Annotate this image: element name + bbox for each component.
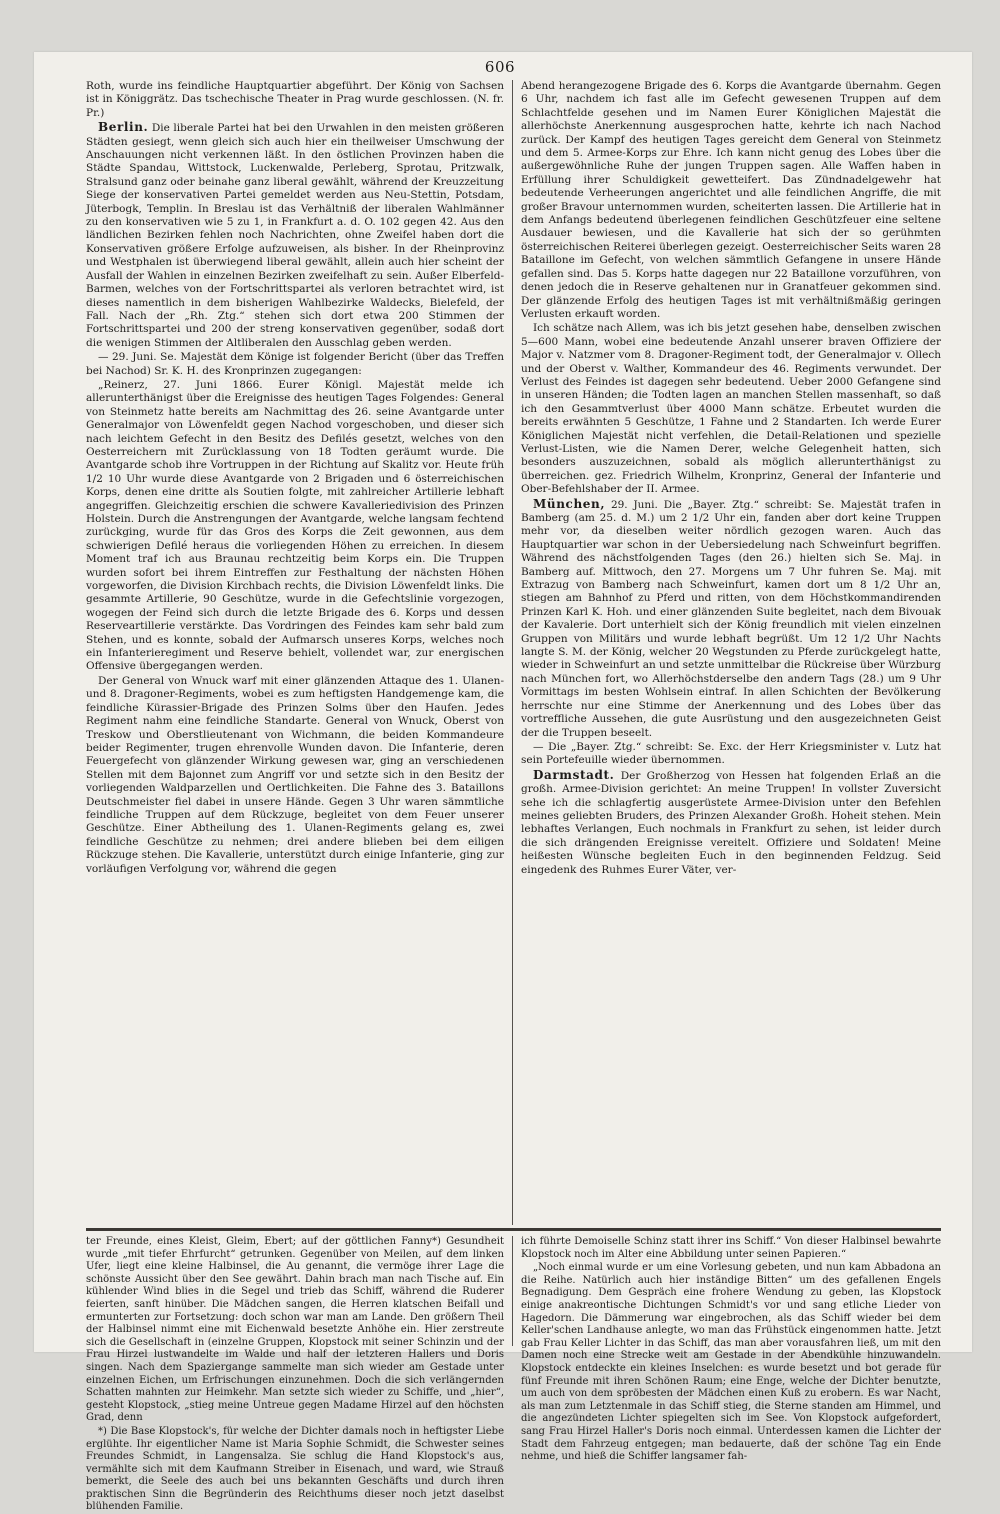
page-number: 606 <box>484 58 516 76</box>
feuilleton-column-right <box>521 1236 941 1463</box>
berlin-dateline: Berlin. <box>98 120 149 135</box>
darmstadt-dateline: Darmstadt. <box>533 767 615 782</box>
article-paragraph: „Reinerz, 27. Juni 1866. Eurer Königl. Majestät melde ich allerunterthänigst über die Ereignisse des heutigen Tages Folgendes: General von Steinmetz hatte bereits am Nachmittag des 26. seine Avantgarde unter Generalmajor von Löwenfeldt gegen Nachod vorgeschoben, und dieser sich nach leichtem Gefecht in den Besitz des Defilés gesetzt, welches von den Oesterreichern mit Zurücklassung von 18 Todten geräumt wurde. Die Avantgarde schob ihre Vortruppen in der Richtung auf Skalitz vor. Heute früh 1/2 10 Uhr wurde diese Avantgarde von 2 Brigaden und 6 österreichischen Korps, denen eine dritte als Soutien folgte, mit zahlreicher Artillerie lebhaft angegriffen. Gleichzeitig erschien die schwere Kavalleriedivision des Prinzen Holstein. Durch die Anstrengungen der Avantgarde, welche langsam fechtend zurückging, wurde für das Gros des Korps die Zeit gewonnen, aus dem schwierigen Defilé heraus die vorliegenden Höhen zu erreichen. In diesem Moment traf ich aus Braunau rechtzeitig beim Korps ein. Die Truppen wurden sofort bei ihrem Eintreffen zur Festhaltung der nächsten Höhen vorgeworfen, die Division Kirchbach rechts, die Division Löwenfeldt links. Die gesammte Artillerie, 90 Geschütze, wurde in die Gefechtslinie vorgezogen, wogegen der Feind sich durch die letzte Brigade des 6. Korps und dessen Reserveartillerie verstärkte. Das Vordringen des Feindes kam sehr bald zum Stehen, und es konnte, sobald der Aufmarsch unseres Korps, welches noch ein Infanterieregiment und Reserve behielt, vollendet war, zur energischen Offensive übergegangen werden. <box>86 378 504 673</box>
article-paragraph: — Die „Bayer. Ztg.“ schreibt: Se. Exc. der Herr Kriegsminister v. Lutz hat sein Portefeuille wieder übernommen. <box>521 740 941 767</box>
news-column-left <box>86 80 504 1227</box>
feuilleton-column-left <box>86 1236 504 1513</box>
muenchen-dateline: München, <box>533 496 606 511</box>
darmstadt-text: Der Großherzog von Hessen hat folgenden Erlaß an die großh. Armee-Division gerichtet: An meine Truppen! In vollster Zuversicht sehe ich die schlagfertig ausgerüstete Armee-Division unter den Befehlen meines geliebten Bruders, des Prinzen Alexander Großh. Hoheit stehen. Mein lebhaftes Verlangen, Euch nochmals in Frankfurt zu sehen, ist leider durch die sich drängenden Ereignisse vereitelt. Offiziere und Soldaten! Meine heißesten Wünsche begleiten Euch in den beginnenden Feldzug. Seid eingedenk des Ruhmes Eurer Väter, ver- <box>521 769 941 876</box>
footnote: *) Die Base Klopstock's, für welche der Dichter damals noch in heftigster Liebe erglühte. Ihr eigentlicher Name ist Maria Sophie Schmidt, die Schwester seines Freundes Schmidt, in Langensalza. Sie schlug die Hand Klopstock's aus, vermählte sich mit dem Kaufmann Streiber in Eisenach, und ward, wie Strauß bemerkt, die Seele des auch bei uns bekannten Geschäfts und durch ihren praktischen Sinn die Begründerin des Reichthums dieser noch jetzt daselbst blühenden Familie. <box>86 1425 504 1513</box>
muenchen-article <box>521 498 941 740</box>
article-paragraph: Roth, wurde ins feindliche Hauptquartier abgeführt. Der König von Sachsen ist in Königgrätz. Das tschechische Theater in Prag wurde geschlossen. (N. fr. Pr.) <box>86 80 504 119</box>
news-column-right <box>521 80 941 1227</box>
feuilleton-paragraph: ter Freunde, eines Kleist, Gleim, Ebert; auf der göttlichen Fanny*) Gesundheit wurde „mit tiefer Ehrfurcht“ getrunken. Gegenüber von Meilen, auf dem linken Ufer, liegt eine kleine Halbinsel, die Au genannt, die vermöge ihrer Lage die schönste Aussicht über den See gewährt. Dahin brach man nach Tische auf. Ein kühlender Wind blies in die Segel und trieb das Schiff, während die Ruderer feierten, sanft hinüber. Die Mädchen sangen, die Herren klatschen Beifall und ermunterten zur Fortsetzung: doch schon war man am Lande. Den größern Theil der Halbinsel nimmt eine mit Eichenwald besetzte Anhöhe ein. Hier zerstreute sich die Gesellschaft in (einzelne Gruppen, Klopstock mit seiner Schinzin und der Frau Hirzel lustwandelte im Walde und half der letzteren Hallers und Doris singen. Nach dem Spaziergange sammelte man sich wieder am Gestade unter einzelnen Eichen, um Erfrischungen einzunehmen. Doch die sich verlängernden Schatten mahnten zur Heimkehr. Man setzte sich wieder zu Schiffe, und „hier“, gesteht Klopstock, „stieg meine Untreue gegen Madame Hirzel auf den höchsten Grad, denn <box>86 1236 504 1424</box>
column-divider-top <box>512 80 513 1225</box>
berlin-text: Die liberale Partei hat bei den Urwahlen in den meisten größeren Städten gesiegt, wenn gleich sich auch hier ein theilweiser Umschwung der Anschauungen nicht verkennen läßt. In den östlichen Provinzen haben die Städte Spandau, Wittstock, Luckenwalde, Perleberg, Sprotau, Pritzwalk, Stralsund ganz oder beinahe ganz liberal gewählt, während der Kreuzzeitung Siege der konservativen Partei gemeldet werden aus Neu-Stettin, Potsdam, Jüterbogk, Templin. In Breslau ist das Verhältniß der liberalen Wahlmänner zu den konservativen wie 5 zu 1, in Frankfurt a. d. O. 102 gegen 42. Aus den ländlichen Bezirken fehlen noch Nachrichten, ohne Zweifel haben dort die Konservativen größere Erfolge aufzuweisen, als bisher. In der Rheinprovinz und Westphalen ist überwiegend liberal gewählt, allein auch hier scheint der Ausfall der Wahlen in einzelnen Bezirken zweifelhaft zu sein. Außer Elberfeld-Barmen, welches von der Fortschrittspartei als verloren betrachtet wird, ist dieses namentlich in dem bisherigen Wahlbezirke Waldecks, Bielefeld, der Fall. Nach der „Rh. Ztg.“ stehen sich dort etwa 200 Stimmen der Fortschrittspartei und 200 der streng konservativen gegenüber, sodaß dort die wenigen Stimmen der Altliberalen den Ausschlag geben werden. <box>86 122 504 349</box>
article-paragraph: — 29. Juni. Se. Majestät dem Könige ist folgender Bericht (über das Treffen bei Nachod) Sr. K. H. des Kronprinzen zugegangen: <box>86 351 504 377</box>
feuilleton-paragraph: ich führte Demoiselle Schinz statt ihrer ins Schiff.“ Von dieser Halbinsel bewahrte Klopstock noch im Alter eine Abbildung unter seinen Papieren.“ <box>521 1236 941 1260</box>
feuilleton-separator-rule <box>86 1228 941 1231</box>
muenchen-text: 29. Juni. Die „Bayer. Ztg.“ schreibt: Se. Majestät trafen in Bamberg (am 25. d. M.) um 2 1/2 Uhr ein, fanden aber dort keine Truppen mehr vor, da dieselben weiter nördlich gezogen waren. Auch das Hauptquartier war schon in der Uebersiedelung nach Schweinfurt begriffen. Während des nächstfolgenden Tages (den 26.) hielten sich Se. Maj. in Bamberg auf. Mittwoch, den 27. Morgens um 7 Uhr fuhren Se. Maj. mit Extrazug von Bamberg nach Schweinfurt, kamen dort um 8 1/2 Uhr an, stiegen am Bahnhof zu Pferd und ritten, von dem Höchstkommandirenden Prinzen Karl K. Hoh. und einer glänzenden Suite begleitet, nach dem Bivouak der Kavalerie. Dort unterhielt sich der König freundlich mit vielen einzelnen Gruppen von Militärs und wurde lebhaft begrüßt. Um 12 1/2 Uhr Nachts langte S. M. der König, welcher 20 Wegstunden zu Pferde zurückgelegt hatte, wieder in Schweinfurt an und setzte unmittelbar die Rückreise über Würzburg nach München fort, wo Allerhöchstderselbe den andern Tags (28.) um 9 Uhr Vormittags im besten Wohlsein eintraf. In allen Schichten der Bevölkerung herrschte nur eine Stimme der Anerkennung und des Lobes über das vortreffliche Aussehen, die gute Ausrüstung und den ausgezeichneten Geist der die Truppen beseelt. <box>521 498 942 739</box>
feuilleton-paragraph: „Noch einmal wurde er um eine Vorlesung gebeten, und nun kam Abbadona an die Reihe. Natürlich auch hier inständige Bitten“ um des gefallenen Engels Begnadigung. Dem Gespräch eine frohere Wendung zu geben, las Klopstock einige anakreontische Dichtungen Schmidt's vor und sang etliche Lieder von Hagedorn. Die Dämmerung war eingebrochen, als das Schiff wieder bei dem Keller'schen Landhause anlegte, wo man das Frühstück eingenommen hatte. Jetzt gab Frau Keller Lichter in das Schiff, das man aber vorausfahren ließ, um mit den Damen noch eine Strecke weit am Gestade in der Abendkühle hinzuwandeln. Klopstock entdeckte ein kleines Inselchen: es wurde besetzt und bot gerade für fünf Freunde mit ihren Schönen Raum; eine Enge, welche der Dichter benutzte, um auch von dem spröbesten der Mädchen einen Kuß zu erobern. Es war Nacht, als man zum Letztenmale in das Schiff stieg, die Sterne standen am Himmel, und die angezündeten Lichter spiegelten sich im See. Von Klopstock aufgefordert, sang Frau Hirzel Haller's Doris noch einmal. Unterdessen kamen die Lichter der Stadt dem Fahrzeug entgegen; man bedauerte, daß der schöne Tag ein Ende nehme, und hieß die Schiffer langsamer fah- <box>521 1262 941 1463</box>
berlin-article <box>86 121 504 350</box>
article-paragraph: Der General von Wnuck warf mit einer glänzenden Attaque des 1. Ulanen- und 8. Dragoner-Regiments, wobei es zum heftigsten Handgemenge kam, die feindliche Kürassier-Brigade des Prinzen Solms über den Haufen. Jedes Regiment nahm eine feindliche Standarte. General von Wnuck, Oberst von Treskow und Oberstlieutenant von Wichmann, die beiden Kommandeure beider Regimenter, trugen ehrenvolle Wunden davon. Die Infanterie, deren Feuergefecht von glänzender Wirkung gewesen war, ging an verschiedenen Stellen mit dem Bajonnet zum Angriff vor und setzte sich in den Besitz der vorliegenden Waldparzellen und Oertlichkeiten. Die Fahne des 3. Bataillons Deutschmeister fiel dabei in unsere Hände. Gegen 3 Uhr waren sämmtliche feindliche Truppen auf dem Rückzuge, begleitet von dem Feuer unserer Geschütze. Einer Abtheilung des 1. Ulanen-Regiments gelang es, zwei feindliche Geschütze zu nehmen; drei andere blieben bei dem eiligen Rückzuge stehen. Die Kavallerie, unterstützt durch einige Infanterie, ging zur vorläufigen Verfolgung vor, während die gegen <box>86 674 504 875</box>
column-divider-bottom <box>512 1236 513 1346</box>
darmstadt-article <box>521 769 941 877</box>
article-paragraph: Ich schätze nach Allem, was ich bis jetzt gesehen habe, denselben zwischen 5—600 Mann, wobei eine bedeutende Anzahl unserer braven Offiziere der Major v. Natzmer vom 8. Dragoner-Regiment todt, der Generalmajor v. Ollech und der Oberst v. Walther, Kommandeur des 46. Regiments verwundet. Der Verlust des Feindes ist dagegen sehr bedeutend. Ueber 2000 Gefangene sind in unseren Händen; die Todten lagen an manchen Stellen massenhaft, so daß ich den Gesammtverlust über 4000 Mann schätze. Erbeutet wurden die bereits erwähnten 5 Geschütze, 1 Fahne und 2 Standarten. Ich werde Eurer Königlichen Majestät nicht verfehlen, die Detail-Relationen und spezielle Verlust-Listen, wie die Namen Derer, welche Gelegenheit hatten, sich besonders auszuzeichnen, sobald als möglich allerunterthänigst zu überreichen. gez. Friedrich Wilhelm, Kronprinz, General der Infanterie und Ober-Befehlshaber der II. Armee. <box>521 322 941 496</box>
article-paragraph: Abend herangezogene Brigade des 6. Korps die Avantgarde übernahm. Gegen 6 Uhr, nachdem ich fast alle im Gefecht gewesenen Truppen auf dem Schlachtfelde gesehen und im Namen Eurer Königlichen Majestät die allerhöchste Anerkennung ausgesprochen hatte, kehrte ich nach Nachod zurück. Der Kampf des heutigen Tages gereicht dem General von Steinmetz und dem 5. Armee-Korps zur Ehre. Ich kann nicht genug des Lobes über die außergewöhnliche Ruhe der jungen Truppen sagen. Alle Waffen haben in Erfüllung ihrer Schuldigkeit gewetteifert. Das Zündnadelgewehr hat bedeutende Verheerungen angerichtet und alle feindlichen Angriffe, die mit großer Bravour unternommen wurden, scheiterten lassen. Die Artillerie hat in dem Anfangs bedeutend überlegenen feindlichen Geschützfeuer eine seltene Ausdauer bewiesen, und die Kavallerie hat sich der so gerühmten österreichischen Reiterei überlegen gezeigt. Oesterreichischer Seits waren 28 Bataillone im Gefecht, von welchen sämmtlich Gefangene in unsere Hände gefallen sind. Das 5. Korps hatte dagegen nur 22 Bataillone vorzuführen, von denen jedoch die in Reserve gehaltenen nur in Granatfeuer gekommen sind. Der glänzende Erfolg des heutigen Tages ist mit verhältnißmäßig geringen Verlusten erkauft worden. <box>521 80 941 320</box>
